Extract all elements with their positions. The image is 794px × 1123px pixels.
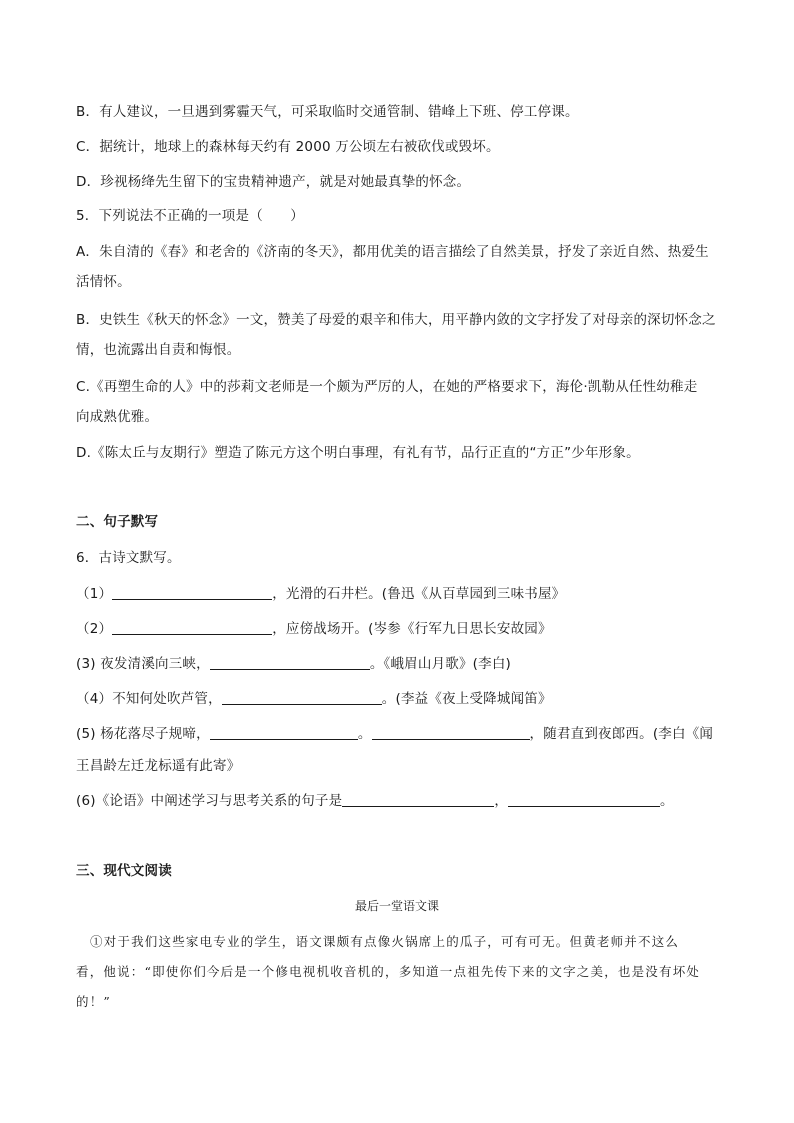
q6-item-2 xyxy=(76,619,552,639)
section2-title: 二、句子默写 xyxy=(76,514,159,530)
q5-option-a-line1: A．朱自清的《春》和老舍的《济南的冬天》，都用优美的语言描绘了自然美景，抒发了亲近自然、热爱生 xyxy=(76,244,709,260)
q5-option-a-line2: 活情怀。 xyxy=(76,274,131,290)
q6-item-6-sep: ， xyxy=(494,793,509,809)
q6-item-6-prefix: (6)《论语》中阐述学习与思考关系的句子是 xyxy=(76,793,343,809)
q6-stem: 6．古诗文默写。 xyxy=(76,550,181,566)
answer-blank[interactable] xyxy=(210,725,358,740)
q5-option-b-line1: B．史铁生《秋天的怀念》一文，赞美了母爱的艰辛和伟大，用平静内敛的文字抒发了对母亲的深切怀念之 xyxy=(76,312,716,328)
article-paragraph-1-line2: 看，他说：“即使你们今后是一个修电视机收音机的，多知道一点祖先传下来的文字之美，也是没有坏处 xyxy=(76,964,701,979)
q4-option-b: B．有人建议，一旦遇到雾霾天气，可采取临时交通管制、错峰上下班、停工停课。 xyxy=(76,104,579,120)
answer-blank[interactable] xyxy=(112,585,272,600)
q6-item-5-text: ，随君直到夜郎西。(李白《闻 xyxy=(529,726,714,742)
answer-blank[interactable] xyxy=(508,792,660,807)
q6-item-4-prefix: （4）不知何处吹芦管， xyxy=(76,691,222,707)
answer-blank[interactable] xyxy=(112,620,272,635)
q6-item-5-prefix: (5) 杨花落尽子规啼， xyxy=(76,726,210,742)
q5-option-b-line2: 情，也流露出自责和悔恨。 xyxy=(76,342,241,358)
q5-stem: 5．下列说法不正确的一项是（ ） xyxy=(76,208,304,224)
q6-item-1 xyxy=(76,584,565,604)
article-paragraph-1-line1: ①对于我们这些家电专业的学生，语文课颇有点像火锅席上的瓜子，可有可无。但黄老师并不这么 xyxy=(90,934,680,949)
q6-item-4-text: 。(李益《夜上受降城闻笛》 xyxy=(381,691,552,707)
q5-option-d: D.《陈太丘与友期行》塑造了陈元方这个明白事理，有礼有节，品行正直的“方正”少年形象。 xyxy=(76,445,640,461)
q6-item-6 xyxy=(76,791,674,811)
section3-title: 三、现代文阅读 xyxy=(76,863,172,879)
q4-option-d: D．珍视杨绛先生留下的宝贵精神遗产，就是对她最真挚的怀念。 xyxy=(76,174,471,190)
q6-item-3-prefix: (3) 夜发清溪向三峡， xyxy=(76,656,210,672)
q6-item-6-end: 。 xyxy=(660,793,674,809)
q6-item-4 xyxy=(76,689,552,709)
answer-blank[interactable] xyxy=(210,655,370,670)
q6-item-1-prefix: （1） xyxy=(76,586,113,602)
answer-blank[interactable] xyxy=(372,725,530,740)
answer-blank[interactable] xyxy=(222,690,382,705)
q6-item-5-sep: 。 xyxy=(357,726,372,742)
q5-option-c-line1: C.《再塑生命的人》中的莎莉文老师是一个颇为严厉的人，在她的严格要求下，海伦·凯勒从任性幼稚走 xyxy=(76,379,698,395)
q4-option-c: C．据统计，地球上的森林每天约有 2000 万公顷左右被砍伐或毁坏。 xyxy=(76,139,500,155)
q6-item-5-continued: 王昌龄左迁龙标遥有此寄》 xyxy=(76,758,241,774)
q6-item-2-text: ，应傍战场开。(岑参《行军九日思长安故园》 xyxy=(272,621,552,637)
article-paragraph-1-line3: 的！” xyxy=(76,994,111,1009)
q5-option-c-line2: 向成熟优雅。 xyxy=(76,409,159,425)
q6-item-3 xyxy=(76,654,511,674)
q6-item-5 xyxy=(76,724,713,744)
article-title: 最后一堂语文课 xyxy=(354,899,439,913)
answer-blank[interactable] xyxy=(342,792,494,807)
q6-item-2-prefix: （2） xyxy=(76,621,113,637)
q6-item-1-text: ，光滑的石井栏。(鲁迅《从百草园到三味书屋》 xyxy=(272,586,566,602)
q6-item-3-text: 。《峨眉山月歌》(李白) xyxy=(369,656,512,672)
